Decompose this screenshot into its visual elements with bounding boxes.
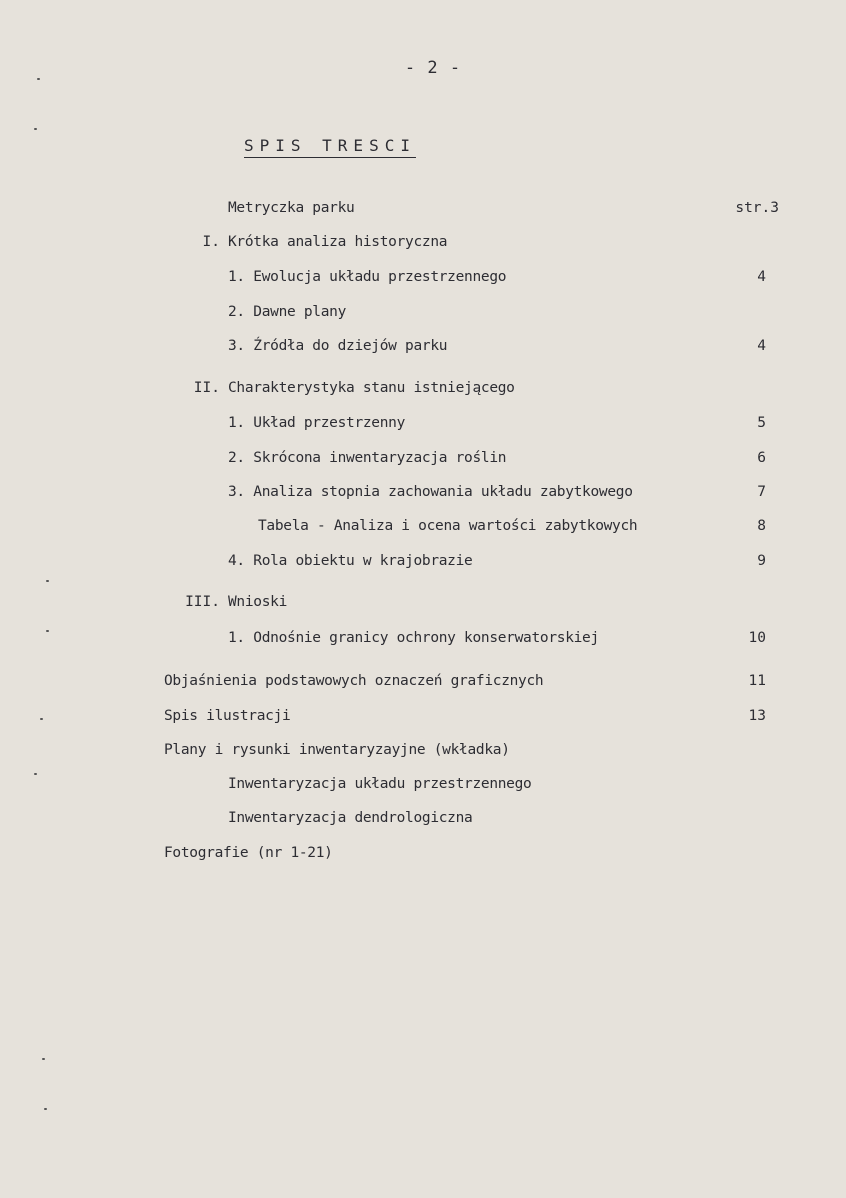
toc-entry-page: str.3 [735,200,779,216]
scan-speck [44,1108,47,1110]
toc-entry-label: 1. Układ przestrzenny [228,415,406,431]
toc-section-numeral: I. [202,234,220,250]
toc-entry-label: Tabela - Analiza i ocena wartości zabytkowych [258,518,638,534]
toc-entry-page: 13 [748,708,766,724]
toc-entry-label: 3. Źródła do dziejów parku [228,338,448,354]
toc-entry-page: 7 [757,484,766,500]
toc-section-numeral: II. [193,380,220,396]
toc-entry-page: 10 [748,630,766,646]
toc-entry-label: Plany i rysunki inwentaryzayjne (wkładka) [164,742,510,758]
toc-title: SPIS TRESCI [244,136,416,155]
scan-speck [34,773,37,775]
toc-entry-label: Fotografie (nr 1-21) [164,845,333,861]
toc-entry-label: Spis ilustracji [164,708,291,724]
scan-speck [42,1058,45,1060]
scan-speck [40,718,43,720]
toc-entry-page: 4 [757,338,766,354]
page-number: - 2 - [404,58,462,78]
scan-speck [37,78,40,80]
toc-entry-page: 4 [757,269,766,285]
toc-entry-page: 6 [757,450,766,466]
scan-speck [34,128,37,130]
toc-entry-label: 1. Odnośnie granicy ochrony konserwatorskiej [228,630,599,646]
toc-entry-page: 11 [748,673,766,689]
toc-entry-label: 2. Skrócona inwentaryzacja roślin [228,450,507,466]
toc-section-label: Krótka analiza historyczna [228,234,448,250]
toc-entry-label: Metryczka parku [228,200,355,216]
toc-entry-label: 1. Ewolucja układu przestrzennego [228,269,507,285]
toc-entry-label: 4. Rola obiektu w krajobrazie [228,553,473,569]
toc-entry-label: 2. Dawne plany [228,304,347,320]
toc-entry-label: Inwentaryzacja dendrologiczna [228,810,473,826]
toc-entry-page: 9 [757,553,766,569]
toc-entry-label: Objaśnienia podstawowych oznaczeń graficznych [164,673,544,689]
toc-section-numeral: III. [185,594,220,610]
toc-entry-label: Inwentaryzacja układu przestrzennego [228,776,532,792]
toc-entry-page: 5 [757,415,766,431]
toc-section-label: Charakterystyka stanu istniejącego [228,380,515,396]
scan-speck [46,630,49,632]
toc-entry-label: 3. Analiza stopnia zachowania układu zabytkowego [228,484,633,500]
toc-section-label: Wnioski [228,594,288,610]
scan-speck [46,580,49,582]
toc-entry-page: 8 [757,518,766,534]
